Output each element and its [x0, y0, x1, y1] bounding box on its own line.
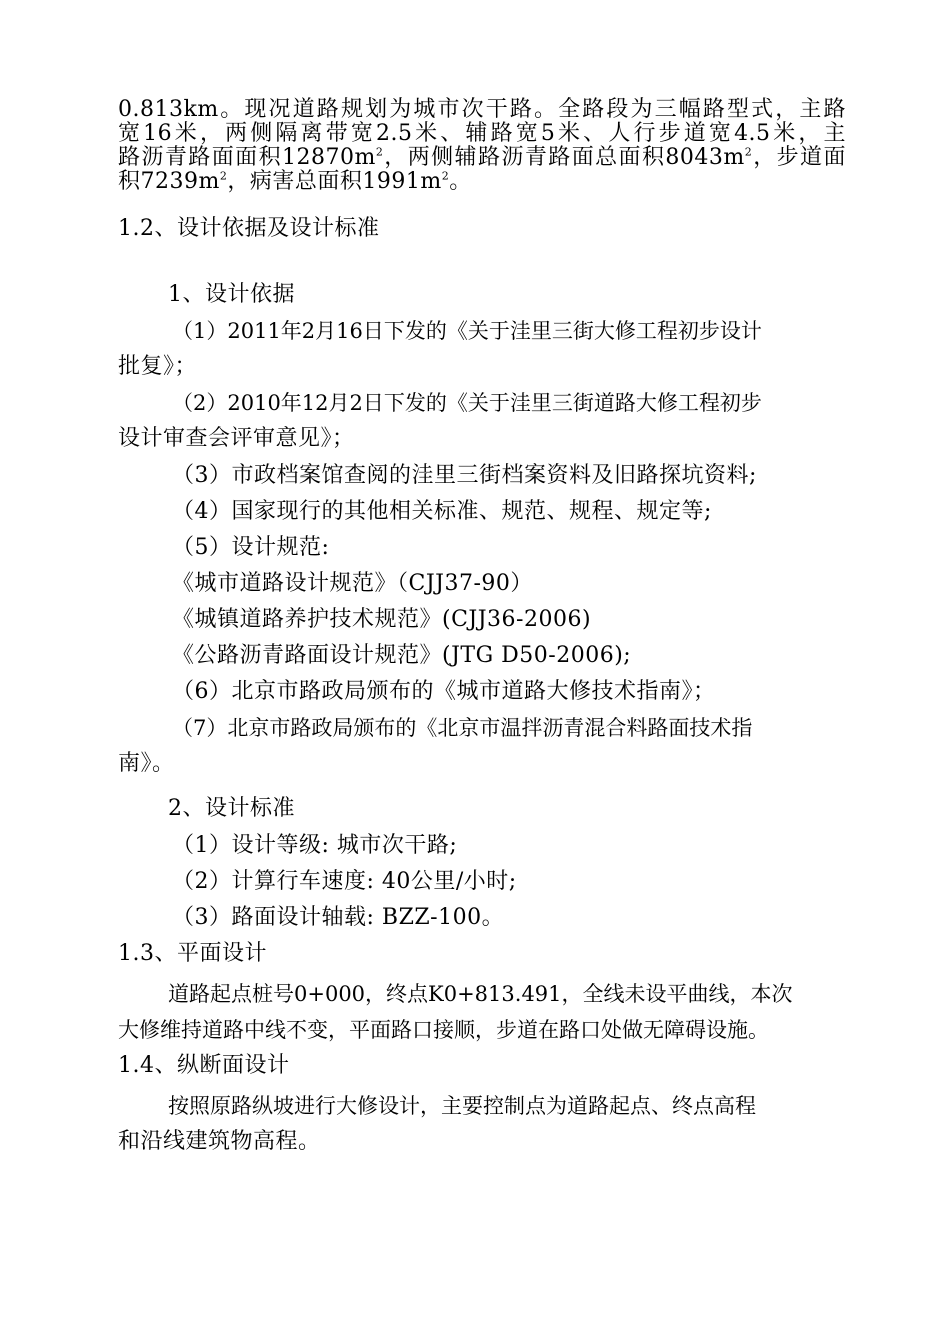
- basis-item-1a: （1）2011年2月16日下发的《关于洼里三街大修工程初步设计: [172, 319, 762, 343]
- basis-item-7a: （7）北京市路政局颁布的《北京市温拌沥青混合料路面技术指: [172, 716, 753, 740]
- basis-item-7b: 南》。: [118, 751, 175, 776]
- basis-item-6: （6）北京市路政局颁布的《城市道路大修技术指南》；: [172, 679, 716, 704]
- basis-item-4: （4）国家现行的其他相关标准、规范、规程、规定等;: [172, 499, 712, 524]
- standard-2: （2）计算行车速度: 40公里/小时;: [172, 869, 517, 894]
- basis-item-2b: 设计审查会评审意见》；: [118, 426, 355, 451]
- section-heading-1-3: 1.3、平面设计: [118, 941, 267, 966]
- basis-item-2a: （2）2010年12月2日下发的《关于洼里三街道路大修工程初步: [172, 391, 762, 415]
- intro-line-1: 0.813km。现况道路规划为城市次干路。全路段为三幅路型式，主路: [118, 97, 846, 122]
- spec-3: 《公路沥青路面设计规范》(JTG D50-2006);: [172, 643, 632, 668]
- basis-item-5: （5）设计规范:: [172, 535, 330, 560]
- basis-item-1b: 批复》；: [118, 354, 198, 379]
- standard-heading: 2、设计标准: [168, 796, 295, 821]
- basis-item-3: （3）市政档案馆查阅的洼里三街档案资料及旧路探坑资料;: [172, 463, 757, 488]
- standard-3: （3）路面设计轴载: BZZ-100。: [172, 905, 505, 930]
- plane-line-2: 大修维持道路中线不变，平面路口接顺，步道在路口处做无障碍设施。: [118, 1018, 769, 1042]
- spec-2: 《城镇道路养护技术规范》(CJJ36-2006): [172, 607, 592, 632]
- section-heading-1-2: 1.2、设计依据及设计标准: [118, 216, 380, 241]
- profile-line-2: 和沿线建筑物高程。: [118, 1129, 321, 1154]
- plane-line-1: 道路起点桩号0+000，终点K0+813.491，全线未设平曲线，本次: [168, 982, 793, 1006]
- standard-1: （1）设计等级: 城市次干路;: [172, 833, 458, 858]
- intro-line-4: 积$7239m^2$，病害总面积$1991m^2$。: [118, 169, 472, 194]
- profile-line-1: 按照原路纵坡进行大修设计，主要控制点为道路起点、终点高程: [168, 1094, 756, 1118]
- intro-line-2: 宽16米，两侧隔离带宽2.5米、辅路宽5米、人行步道宽4.5米，主: [118, 121, 846, 146]
- spec-1: 《城市道路设计规范》（CJJ37-90）: [172, 571, 533, 596]
- intro-line-3: 路沥青路面面积$12870m^2$，两侧辅路沥青路面总面积$8043m^2$，步道面: [118, 145, 846, 170]
- section-heading-1-4: 1.4、纵断面设计: [118, 1053, 290, 1078]
- basis-heading: 1、设计依据: [168, 282, 295, 307]
